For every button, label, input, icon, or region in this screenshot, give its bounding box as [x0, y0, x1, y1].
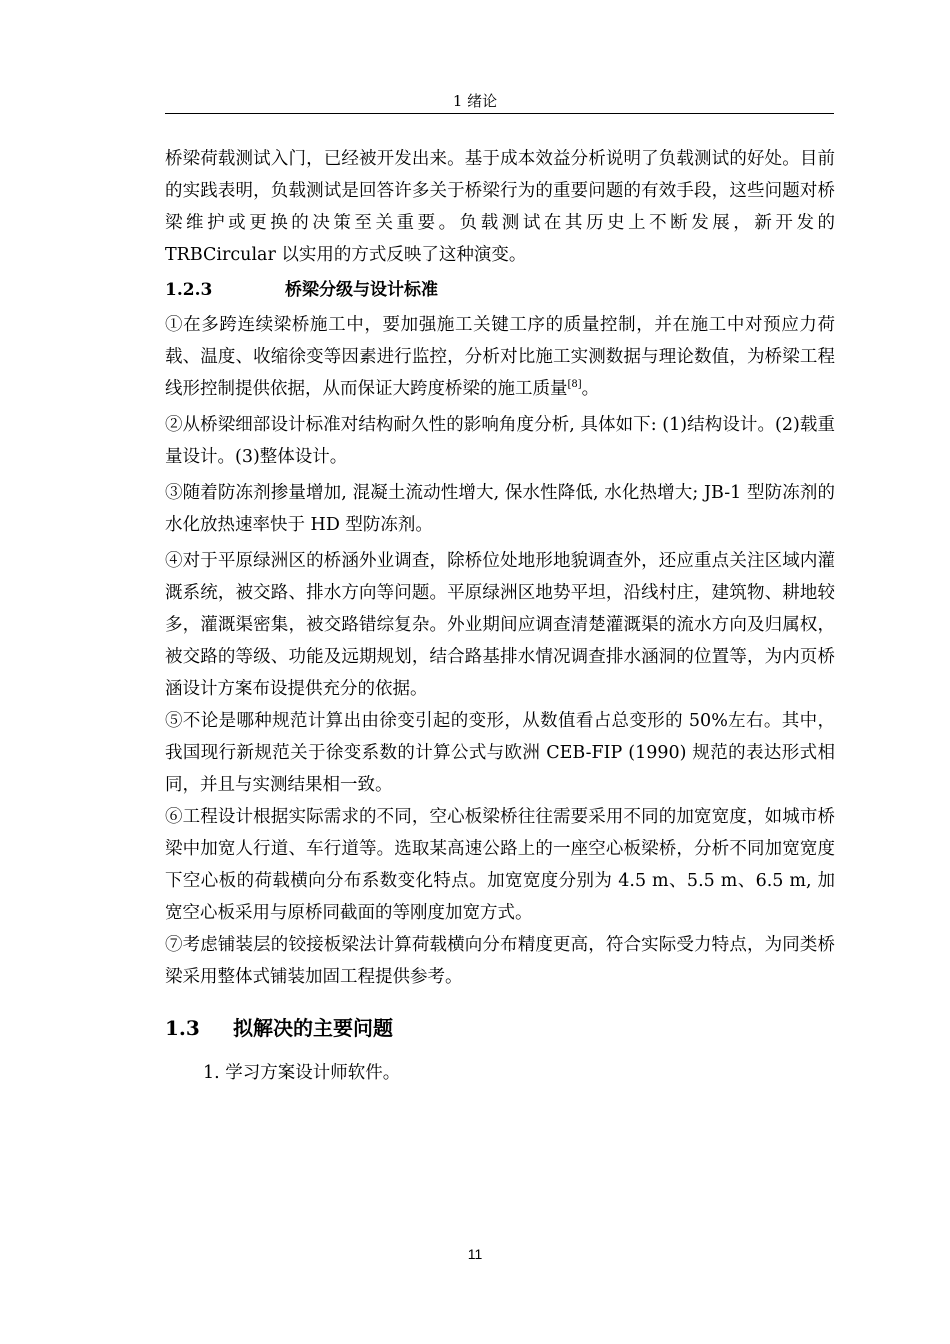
citation-reference[interactable]: [8] — [567, 379, 582, 391]
paragraph-item-1 — [165, 309, 835, 405]
list-item: 1. 学习方案设计师软件。 — [203, 1063, 401, 1083]
paragraph-item-2: ②从桥梁细部设计标准对结构耐久性的影响角度分析, 具体如下: (1)结构设计。(2)载重量设计。(3)整体设计。 — [165, 415, 835, 467]
section-heading-1-3 — [165, 1013, 835, 1043]
paragraph-item-7: ⑦考虑铺装层的铰接板梁法计算荷载横向分布精度更高，符合实际受力特点，为同类桥梁采用整体式铺装加固工程提供参考。 — [165, 935, 835, 987]
running-header: 1 绪论 — [452, 92, 498, 110]
section-heading-1-2-3 — [165, 277, 835, 303]
header-divider — [165, 113, 834, 114]
paragraph-item-6: ⑥工程设计根据实际需求的不同，空心板梁桥往往需要采用不同的加宽宽度，如城市桥梁中加宽人行道、车行道等。选取某高速公路上的一座空心板梁桥，分析不同加宽宽度下空心板的荷载横向分布系数变化特点。加宽宽度分别为 4.5 m、5.5 m、6.5 m, 加宽空心板采用与原桥同截面的等刚度加宽方式。 — [165, 807, 835, 923]
paragraph-item-4: ④对于平原绿洲区的桥涵外业调查，除桥位处地形地貌调查外，还应重点关注区域内灌溉系统，被交路、排水方向等问题。平原绿洲区地势平坦，沿线村庄，建筑物、耕地较多，灌溉渠密集，被交路错综复杂。外业期间应调查清楚灌溉渠的流水方向及归属权，被交路的等级、功能及远期规划，结合路基排水情况调查排水涵洞的位置等，为内页桥涵设计方案布设提供充分的依据。 — [165, 551, 835, 699]
section-number: 1.3 — [165, 1016, 200, 1040]
section-number: 1.2.3 — [165, 280, 213, 300]
page-number: 11 — [467, 1246, 483, 1262]
page-body — [165, 143, 835, 1089]
paragraph-item-3: ③随着防冻剂掺量增加, 混凝土流动性增大, 保水性降低, 水化热增大; JB-1 型防冻剂的水化放热速率快于 HD 型防冻剂。 — [165, 483, 835, 535]
paragraph-item-1-text: ①在多跨连续梁桥施工中，要加强施工关键工序的质量控制，并在施工中对预应力荷载、温度、收缩徐变等因素进行监控，分析对比施工实测数据与理论数值，为桥梁工程线形控制提供依据，从而保证大跨度桥梁的施工质量 — [165, 315, 835, 399]
paragraph-item-5: ⑤不论是哪种规范计算出由徐变引起的变形，从数值看占总变形的 50%左右。其中，我国现行新规范关于徐变系数的计算公式与欧洲 CEB-FIP (1990) 规范的表达形式相同，并且与实测结果相一致。 — [165, 711, 835, 795]
paragraph-intro: 桥梁荷载测试入门，已经被开发出来。基于成本效益分析说明了负载测试的好处。目前的实践表明，负载测试是回答许多关于桥梁行为的重要问题的有效手段，这些问题对桥梁维护或更换的决策至关重要。负载测试在其历史上不断发展，新开发的 TRBCircular 以实用的方式反映了这种演变。 — [165, 149, 835, 265]
section-title: 桥梁分级与设计标准 — [285, 280, 438, 300]
section-title: 拟解决的主要问题 — [233, 1016, 393, 1040]
paragraph-item-1-end: 。 — [581, 379, 600, 399]
